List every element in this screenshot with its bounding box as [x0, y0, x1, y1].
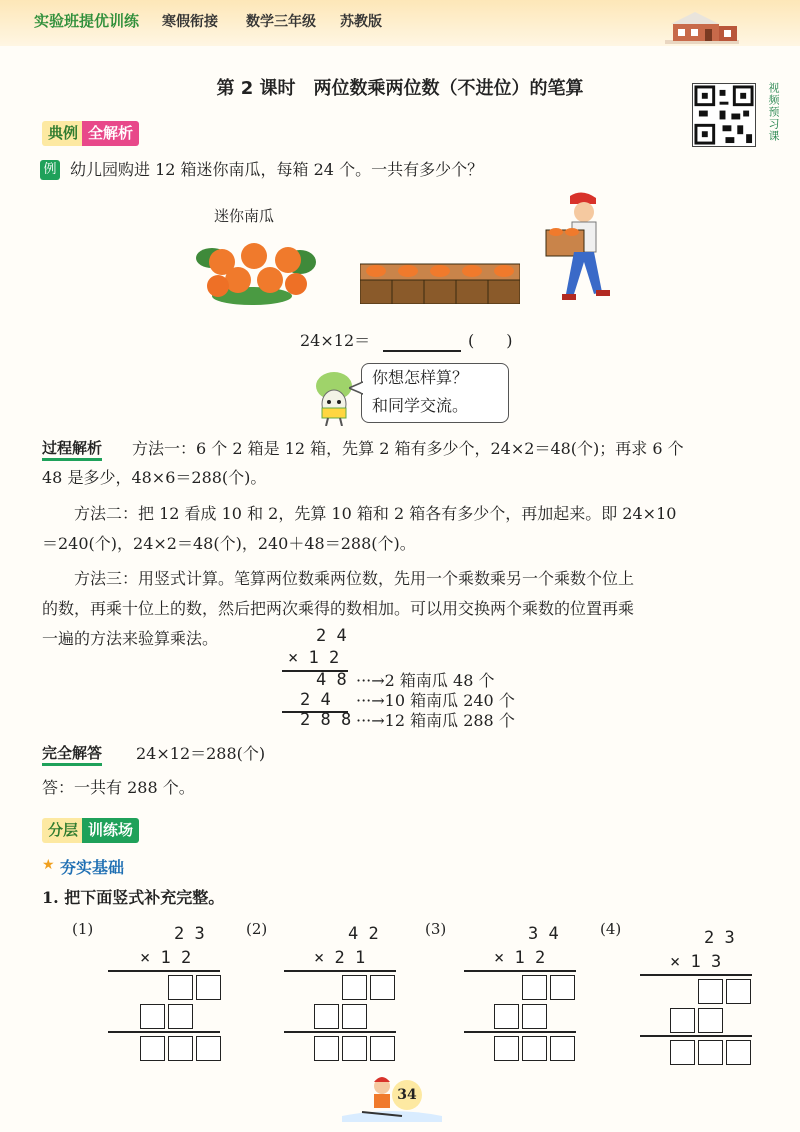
answer-boxes-row-2: [314, 1004, 370, 1033]
problem-line-1: [108, 970, 220, 972]
answer-box[interactable]: [494, 1004, 519, 1029]
house-illustration-icon: [665, 10, 739, 44]
boy-carrying-box-icon: [542, 190, 622, 318]
answer-box[interactable]: [698, 1040, 723, 1065]
method3-line2: 的数，再乘十位上的数，然后把两次乘得的数相加。可以用交换两个乘数的位置再乘: [42, 599, 635, 618]
answer-boxes-row-3: [494, 1036, 578, 1065]
header-item-grade: 数学三年级: [246, 14, 316, 30]
badge-part-a: 典例: [42, 121, 82, 146]
answer-box[interactable]: [196, 1036, 221, 1061]
example-mark: 例: [40, 160, 60, 180]
answer-box[interactable]: [494, 1036, 519, 1061]
section-badge-practice: [42, 818, 139, 843]
method3-line1: 方法三：用竖式计算。笔算两位数乘两位数，先用一个乘数乘另一个乘数个位上: [74, 569, 635, 588]
answer-equation: 24×12＝288(个): [136, 744, 266, 763]
problem-multiplier: × 1 3: [670, 952, 722, 972]
q1-text: 1. 把下面竖式补充完整。: [42, 888, 225, 907]
basics-title: 夯实基础: [60, 858, 125, 877]
method3-line3: 一遍的方法来验算乘法。: [42, 629, 219, 648]
problem-line-1: [464, 970, 576, 972]
answer-boxes-row-2: [494, 1004, 550, 1033]
star-icon: ★: [42, 857, 55, 873]
answer-box[interactable]: [670, 1008, 695, 1033]
answer-box[interactable]: [550, 975, 575, 1000]
answer-boxes-row-3: [314, 1036, 398, 1065]
problem-number: (3): [425, 920, 447, 938]
badge-part-b: 训练场: [82, 818, 139, 843]
problem-multiplier: × 2 1: [314, 948, 366, 968]
problem-line-2: [640, 1035, 752, 1037]
answer-boxes-row-1: [522, 975, 578, 1004]
example-question: 幼儿园购进 12 箱迷你南瓜，每箱 24 个。一共有多少个？: [70, 160, 484, 179]
answer-box[interactable]: [726, 979, 751, 1004]
speech-pointer-icon: [349, 380, 363, 396]
answer-boxes-row-2: [670, 1008, 726, 1037]
answer-boxes-row-1: [342, 975, 398, 1004]
answer-box[interactable]: [698, 979, 723, 1004]
unit-paren: ( ): [468, 331, 513, 350]
answer-box[interactable]: [168, 975, 193, 1000]
answer-box[interactable]: [522, 1036, 547, 1061]
pumpkin-label: 迷你南瓜: [214, 207, 275, 225]
answer-box[interactable]: [370, 975, 395, 1000]
cabbage-character-icon: [312, 370, 356, 426]
method1-line2: 48 是多少，48×6＝288(个)。: [42, 468, 267, 487]
problem-number: (1): [72, 920, 94, 938]
vertical-partial-2: 2 4: [300, 690, 331, 710]
header-item-winter: 寒假衔接: [162, 14, 218, 30]
answer-box[interactable]: [168, 1036, 193, 1061]
answer-box[interactable]: [522, 1004, 547, 1029]
problem-multiplier: × 1 2: [494, 948, 546, 968]
problem-number: (2): [246, 920, 268, 938]
problem-line-2: [108, 1031, 220, 1033]
brand-title: 实验班提优训练: [34, 12, 140, 30]
method2-line2: ＝240(个)，24×2＝48(个)，240＋48＝288(个)。: [42, 534, 416, 553]
vertical-note-2: ···→10 箱南瓜 240 个: [356, 691, 515, 710]
answer-boxes-row-3: [140, 1036, 224, 1065]
answer-box[interactable]: [698, 1008, 723, 1033]
method1-line1: 方法一：6 个 2 箱是 12 箱，先算 2 箱有多少个，24×2＝48(个)；再求 6 个: [132, 439, 684, 458]
vertical-result: 2 8 8: [300, 710, 352, 730]
answer-box[interactable]: [314, 1004, 339, 1029]
equation-text: 24×12＝: [300, 331, 371, 350]
analysis-label: 过程解析: [42, 437, 102, 461]
qr-label: 视频预习课: [767, 82, 780, 142]
answer-box[interactable]: [342, 975, 367, 1000]
answer-boxes-row-1: [698, 979, 754, 1008]
badge-part-a: 分层: [42, 818, 82, 843]
vertical-partial-1: 4 8: [316, 670, 347, 690]
problem-top: 4 2: [348, 924, 379, 944]
problem-line-1: [284, 970, 396, 972]
speech-line-2: 和同学交流。: [372, 396, 469, 415]
answer-box[interactable]: [342, 1036, 367, 1061]
problem-number: (4): [600, 920, 622, 938]
vertical-top: 2 4: [316, 626, 347, 646]
page-title: 第 2 课时 两位数乘两位数（不进位）的笔算: [216, 78, 584, 99]
answer-label: 完全解答: [42, 742, 102, 766]
page-number: 34: [392, 1080, 422, 1110]
section-badge-example: [42, 121, 139, 146]
pumpkin-pile-icon: [192, 228, 320, 308]
answer-box[interactable]: [140, 1036, 165, 1061]
method2-line1: 方法二：把 12 看成 10 和 2，先算 10 箱和 2 箱各有多少个，再加起来。即 24×10: [74, 504, 677, 523]
answer-boxes-row-1: [168, 975, 224, 1004]
answer-box[interactable]: [550, 1036, 575, 1061]
problem-top: 2 3: [704, 928, 735, 948]
answer-box[interactable]: [140, 1004, 165, 1029]
problem-top: 2 3: [174, 924, 205, 944]
answer-box[interactable]: [670, 1040, 695, 1065]
answer-box[interactable]: [522, 975, 547, 1000]
problem-top: 3 4: [528, 924, 559, 944]
vertical-note-3: ···→12 箱南瓜 288 个: [356, 711, 515, 730]
vertical-multiplier: × 1 2: [288, 648, 340, 668]
boxes-of-pumpkins-icon: [360, 260, 520, 304]
answer-box[interactable]: [726, 1040, 751, 1065]
problem-line-2: [284, 1031, 396, 1033]
answer-box[interactable]: [342, 1004, 367, 1029]
qr-code-icon[interactable]: [692, 83, 756, 147]
problem-line-2: [464, 1031, 576, 1033]
answer-boxes-row-2: [140, 1004, 196, 1033]
speech-line-1: 你想怎样算？: [372, 368, 469, 387]
badge-part-b: 全解析: [82, 121, 139, 146]
answer-boxes-row-3: [670, 1040, 754, 1069]
header-item-edition: 苏教版: [340, 14, 382, 30]
answer-box[interactable]: [314, 1036, 339, 1061]
answer-text: 答：一共有 288 个。: [42, 778, 195, 797]
answer-box[interactable]: [196, 975, 221, 1000]
vertical-note-1: ···→2 箱南瓜 48 个: [356, 671, 495, 690]
answer-box[interactable]: [370, 1036, 395, 1061]
problem-line-1: [640, 974, 752, 976]
problem-multiplier: × 1 2: [140, 948, 192, 968]
answer-box[interactable]: [168, 1004, 193, 1029]
answer-blank: [383, 350, 461, 352]
